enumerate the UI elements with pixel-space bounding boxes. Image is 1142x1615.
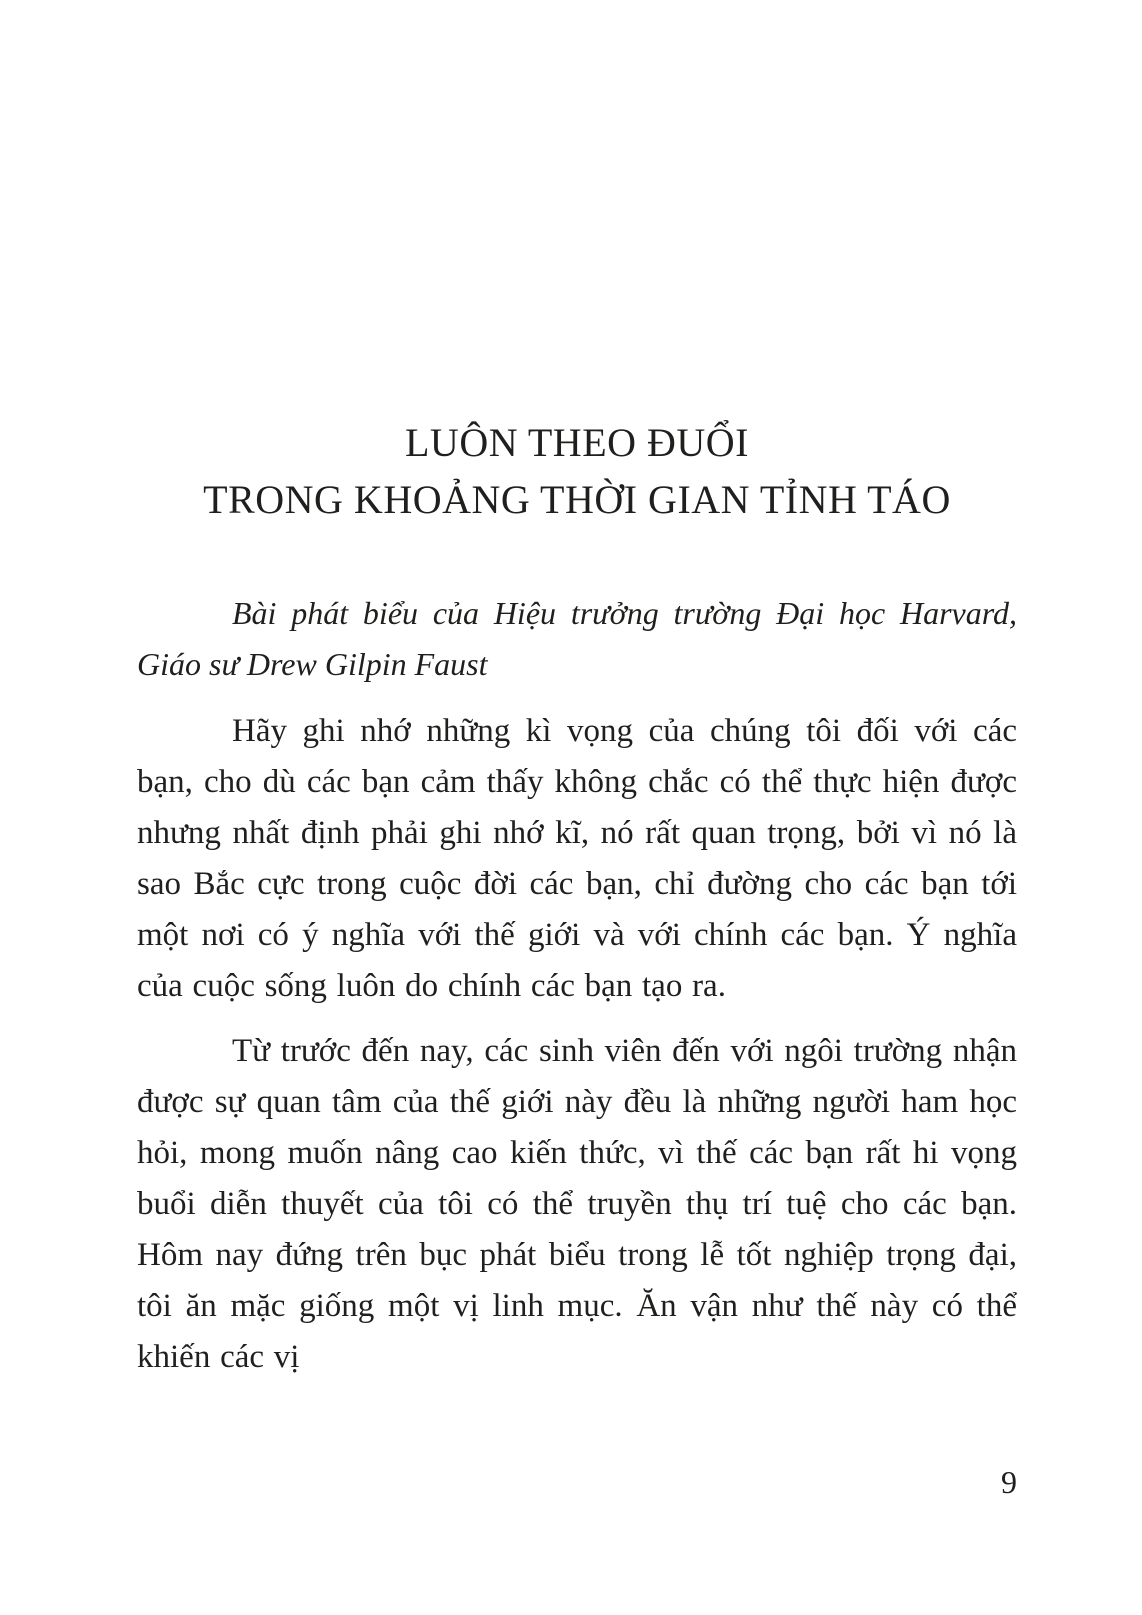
paragraph-1: Hãy ghi nhớ những kì vọng của chúng tôi đối với các bạn, cho dù các bạn cảm thấy không chắc có thể thực hiện được nhưng nhất định phải ghi nhớ kĩ, nó rất quan trọng, bởi vì nó là sao Bắc cực trong cuộc đời các bạn, chỉ đường cho các bạn tới một nơi có ý nghĩa với thế giới và với chính các bạn. Ý nghĩa của cuộc sống luôn do chính các bạn tạo ra.	[137, 713, 1017, 1004]
chapter-title-line-2: TRONG KHOẢNG THỜI GIAN TỈNH TÁO	[203, 477, 951, 522]
page-number: 9	[1001, 1464, 1017, 1500]
chapter-title-line-1: LUÔN THEO ĐUỔI	[405, 420, 749, 465]
byline-line-1: Bài phát biểu của Hiệu trưởng trường Đại học Harvard,	[232, 595, 1017, 631]
chapter-title	[137, 414, 1017, 528]
page-content	[137, 414, 1017, 1383]
byline-line-2: Giáo sư Drew Gilpin Faust	[137, 646, 488, 682]
paragraph-2: Từ trước đến nay, các sinh viên đến với ngôi trường nhận được sự quan tâm của thế giới này đều là những người ham học hỏi, mong muốn nâng cao kiến thức, vì thế các bạn rất hi vọng buổi diễn thuyết của tôi có thể truyền thụ trí tuệ cho các bạn. Hôm nay đứng trên bục phát biểu trong lễ tốt nghiệp trọng đại, tôi ăn mặc giống một vị linh mục. Ăn vận như thế này có thể khiến các vị	[137, 1033, 1017, 1375]
byline	[137, 588, 1017, 690]
